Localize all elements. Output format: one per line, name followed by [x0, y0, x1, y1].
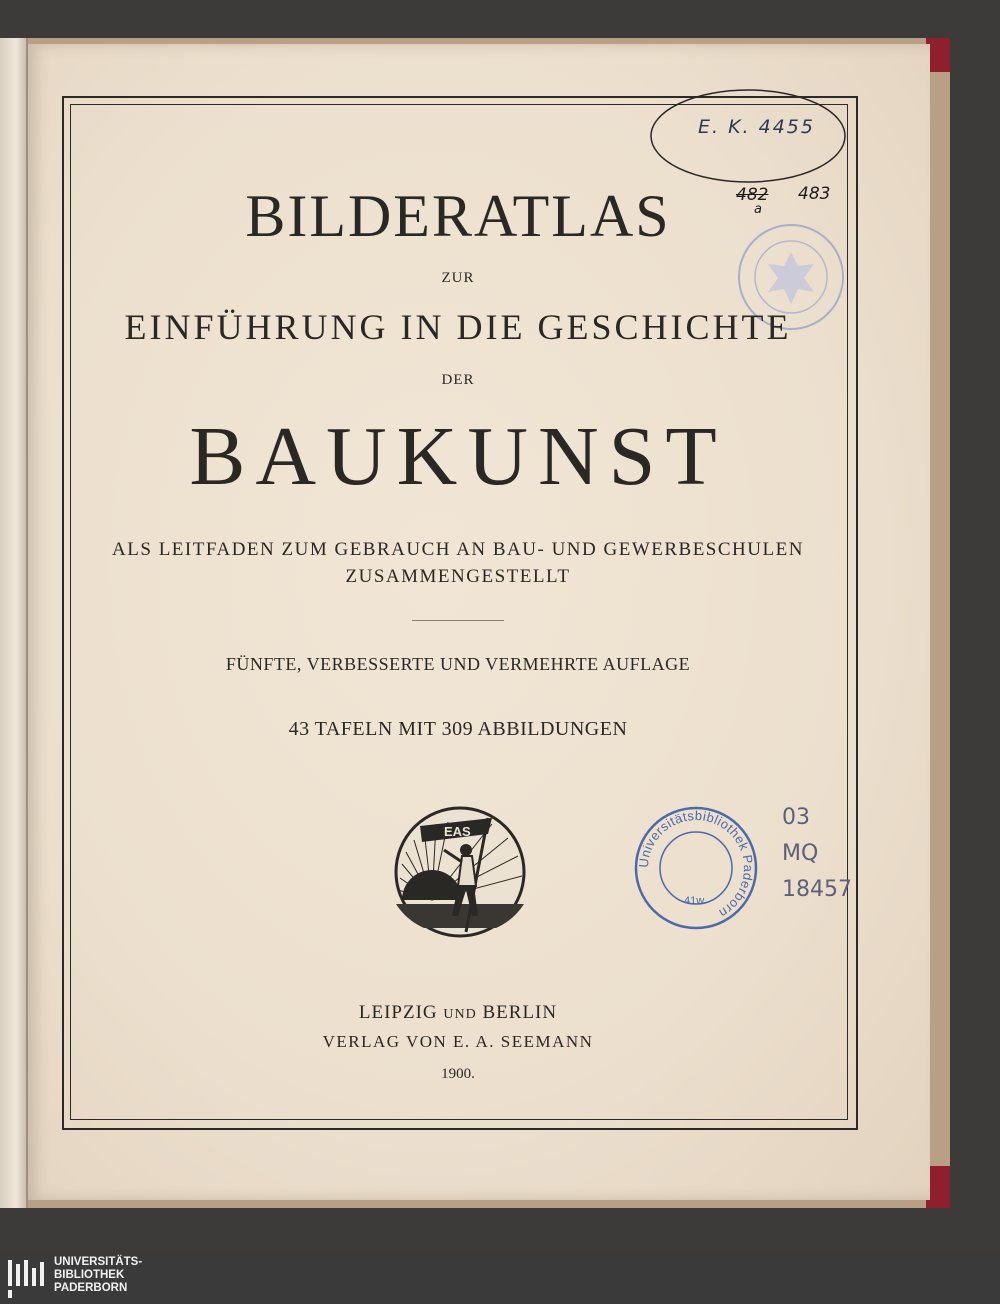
publisher-logo [392, 804, 528, 940]
subtitle-line-1: ALS LEITFADEN ZUM GEBRAUCH AN BAU- UND GEWERBESCHULEN [112, 539, 804, 560]
library-logo-icon [6, 1258, 50, 1300]
signature-line-1: 03 [782, 805, 810, 830]
footer-library-name [54, 1256, 142, 1295]
title-main: BILDERATLAS [245, 183, 671, 249]
divider-rule [412, 620, 504, 621]
imprint-year: 1900. [441, 1066, 475, 1082]
imprint-und: UND [443, 1007, 477, 1022]
footer-line-1: UNIVERSITÄTS- [54, 1256, 143, 1268]
number-handwritten: 483 [798, 184, 831, 204]
imprint-city-1: LEIPZIG [358, 1002, 438, 1023]
connector-der: DER [441, 372, 475, 388]
plates-statement: 43 TAFELN MIT 309 ABBILDUNGEN [288, 718, 628, 740]
signature-line-2: MQ [782, 841, 819, 866]
imprint-publisher: VERLAG VON E. A. SEEMANN [322, 1032, 594, 1051]
page-frame-inner [70, 104, 848, 1120]
struck-number-handwritten: 482 [736, 185, 769, 205]
library-stamp-code: 41w [684, 895, 705, 907]
footer-line-2: BIBLIOTHEK [54, 1269, 125, 1281]
footer-line-3: PADERBORN [54, 1282, 128, 1294]
subtitle-line-2: ZUSAMMENGESTELLT [345, 566, 571, 587]
signature-line-3: 18457 [782, 877, 852, 902]
title-big: BAUKUNST [189, 410, 727, 503]
title-sub: EINFÜHRUNG IN DIE GESCHICHTE [124, 307, 792, 347]
connector-zur: ZUR [441, 270, 475, 286]
edition-statement: FÜNFTE, VERBESSERTE UND VERMEHRTE AUFLAGE [225, 654, 691, 674]
pencil-signature [782, 800, 852, 908]
misc-mark-handwritten: a [754, 202, 762, 217]
facing-page-edge [0, 38, 28, 1208]
logo-monogram: EAS [444, 824, 471, 839]
shelfmark-handwritten: E. K. 4455 [698, 116, 815, 138]
library-stamp [632, 804, 760, 932]
imprint-place [70, 1002, 846, 1024]
viewer-footer [0, 1254, 1000, 1304]
imprint-city-2: BERLIN [482, 1002, 558, 1023]
library-stamp-text: Universitätsbibliothek Paderborn [635, 807, 757, 922]
